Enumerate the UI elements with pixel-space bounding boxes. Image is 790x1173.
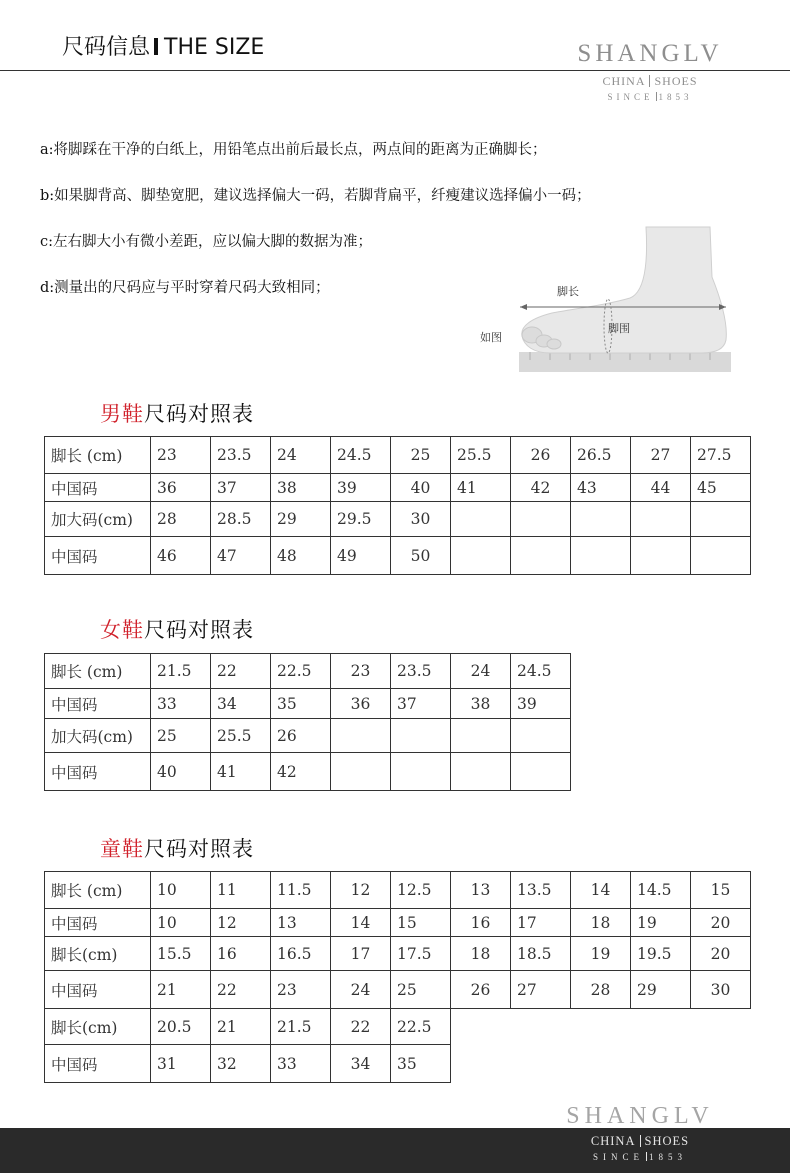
women-r0-c0: 脚长 (cm) [45, 654, 151, 689]
foot-measure-illustration [470, 222, 740, 374]
instruction-d: d:测量出的尺码应与平时穿着尺码大致相同； [40, 280, 330, 296]
kids-r2-c3: 16.5 [271, 937, 331, 971]
kids-size-table-continued [44, 1008, 451, 1083]
women-r1-c3: 35 [271, 689, 331, 719]
kids-r1-c0: 中国码 [45, 909, 151, 937]
kids-r4-c2: 21 [211, 1009, 271, 1045]
footer-brand-name: SHANGLV [566, 1103, 714, 1129]
women-r2-c5 [391, 719, 451, 753]
kids-r5-c1: 31 [151, 1045, 211, 1083]
women-r1-c1: 33 [151, 689, 211, 719]
men-r0-c3: 24 [271, 437, 331, 474]
kids-r5-c2: 32 [211, 1045, 271, 1083]
instruction-b: b:如果脚背高、脚垫宽肥，建议选择偏大一码，若脚背扁平，纤瘦建议选择偏小一码； [40, 188, 591, 204]
men-title [100, 398, 254, 428]
women-size-table [44, 653, 571, 791]
kids-r0-c9: 14.5 [631, 872, 691, 909]
men-r3-c6 [451, 537, 511, 575]
men-r1-c10: 45 [691, 474, 751, 502]
kids-r4-c4: 22 [331, 1009, 391, 1045]
women-r0-c1: 21.5 [151, 654, 211, 689]
kids-r2-c4: 17 [331, 937, 391, 971]
men-r3-c9 [631, 537, 691, 575]
kids-title [100, 833, 254, 863]
women-r0-c5: 23.5 [391, 654, 451, 689]
kids-r2-c0: 脚长(cm) [45, 937, 151, 971]
women-r3-c1: 40 [151, 753, 211, 791]
men-r0-c4: 24.5 [331, 437, 391, 474]
men-r3-c2: 47 [211, 537, 271, 575]
men-r1-c0: 中国码 [45, 474, 151, 502]
kids-r0-c3: 11.5 [271, 872, 331, 909]
table-row [45, 753, 571, 791]
kids-r3-c9: 29 [631, 971, 691, 1009]
table-row [45, 937, 751, 971]
table-row [45, 909, 751, 937]
instruction-c: c:左右脚大小有微小差距，应以偏大脚的数据为准； [40, 234, 373, 250]
table-row [45, 689, 571, 719]
men-r1-c1: 36 [151, 474, 211, 502]
men-r3-c10 [691, 537, 751, 575]
kids-r0-c0: 脚长 (cm) [45, 872, 151, 909]
brand-since [560, 92, 740, 102]
brand-logo-top [560, 40, 740, 102]
instruction-a: a:将脚踩在干净的白纸上，用铅笔点出前后最长点，两点间的距离为正确脚长； [40, 142, 547, 158]
kids-r4-c1: 20.5 [151, 1009, 211, 1045]
women-r0-c3: 22.5 [271, 654, 331, 689]
kids-r3-c6: 26 [451, 971, 511, 1009]
kids-r3-c0: 中国码 [45, 971, 151, 1009]
brand-since-label: SINCE [607, 92, 654, 102]
footer-brand-since [530, 1152, 750, 1162]
kids-r0-c2: 11 [211, 872, 271, 909]
kids-title-rest: 尺码对照表 [144, 837, 254, 861]
men-r2-c6 [451, 502, 511, 537]
kids-r0-c4: 12 [331, 872, 391, 909]
women-title-accent: 女鞋 [100, 618, 144, 642]
page-title-cn: 尺码信息 [62, 35, 151, 60]
kids-r3-c8: 28 [571, 971, 631, 1009]
kids-r3-c2: 22 [211, 971, 271, 1009]
kids-title-accent: 童鞋 [100, 837, 144, 861]
men-r0-c1: 23 [151, 437, 211, 474]
kids-r2-c5: 17.5 [391, 937, 451, 971]
men-r3-c0: 中国码 [45, 537, 151, 575]
women-title [100, 614, 254, 644]
women-r2-c7 [511, 719, 571, 753]
men-r2-c2: 28.5 [211, 502, 271, 537]
kids-r0-c10: 15 [691, 872, 751, 909]
footer-brand-year: 1853 [649, 1152, 687, 1162]
footer-brand-since-label: SINCE [592, 1152, 644, 1162]
men-r2-c7 [511, 502, 571, 537]
table-row [45, 502, 751, 537]
kids-r1-c9: 19 [631, 909, 691, 937]
kids-r2-c10: 20 [691, 937, 751, 971]
men-r2-c10 [691, 502, 751, 537]
kids-r3-c4: 24 [331, 971, 391, 1009]
women-r1-c7: 39 [511, 689, 571, 719]
brand-tagline [560, 74, 740, 89]
kids-r0-c5: 12.5 [391, 872, 451, 909]
table-row [45, 1045, 451, 1083]
brand-shoes: SHOES [654, 74, 698, 88]
footer-brand-china: CHINA [590, 1134, 636, 1148]
men-r0-c0: 脚长 (cm) [45, 437, 151, 474]
men-r3-c7 [511, 537, 571, 575]
brand-year: 1853 [658, 92, 693, 102]
women-r2-c2: 25.5 [211, 719, 271, 753]
men-r3-c3: 48 [271, 537, 331, 575]
men-r1-c2: 37 [211, 474, 271, 502]
men-r0-c7: 26 [511, 437, 571, 474]
kids-r1-c4: 14 [331, 909, 391, 937]
length-arrow-head-left [520, 304, 527, 310]
men-title-rest: 尺码对照表 [144, 402, 254, 426]
title-separator [154, 38, 158, 55]
men-r1-c8: 43 [571, 474, 631, 502]
kids-r2-c7: 18.5 [511, 937, 571, 971]
table-row [45, 872, 751, 909]
men-r2-c9 [631, 502, 691, 537]
kids-size-table [44, 871, 751, 1009]
women-r3-c4 [331, 753, 391, 791]
men-r0-c9: 27 [631, 437, 691, 474]
kids-r2-c8: 19 [571, 937, 631, 971]
kids-r4-c0: 脚长(cm) [45, 1009, 151, 1045]
kids-r3-c5: 25 [391, 971, 451, 1009]
kids-r2-c1: 15.5 [151, 937, 211, 971]
men-r2-c0: 加大码(cm) [45, 502, 151, 537]
men-r2-c4: 29.5 [331, 502, 391, 537]
kids-r0-c6: 13 [451, 872, 511, 909]
women-r1-c5: 37 [391, 689, 451, 719]
women-title-rest: 尺码对照表 [144, 618, 254, 642]
kids-r1-c2: 12 [211, 909, 271, 937]
men-r1-c3: 38 [271, 474, 331, 502]
men-r2-c5: 30 [391, 502, 451, 537]
men-r3-c5: 50 [391, 537, 451, 575]
men-r0-c10: 27.5 [691, 437, 751, 474]
kids-r1-c1: 10 [151, 909, 211, 937]
kids-r0-c8: 14 [571, 872, 631, 909]
kids-r1-c3: 13 [271, 909, 331, 937]
brand-china: CHINA [602, 74, 646, 88]
men-r0-c5: 25 [391, 437, 451, 474]
kids-r1-c6: 16 [451, 909, 511, 937]
kids-r0-c7: 13.5 [511, 872, 571, 909]
men-r1-c9: 44 [631, 474, 691, 502]
kids-r2-c6: 18 [451, 937, 511, 971]
page-title-en: THE SIZE [164, 35, 265, 60]
kids-r3-c10: 30 [691, 971, 751, 1009]
kids-r5-c3: 33 [271, 1045, 331, 1083]
kids-r2-c2: 16 [211, 937, 271, 971]
girth-label: 脚围 [608, 322, 630, 335]
table-row [45, 654, 571, 689]
men-title-accent: 男鞋 [100, 402, 144, 426]
footer-brand-tagline [530, 1134, 750, 1149]
kids-r1-c5: 15 [391, 909, 451, 937]
kids-r4-c5: 22.5 [391, 1009, 451, 1045]
kids-r5-c0: 中国码 [45, 1045, 151, 1083]
table-row [45, 971, 751, 1009]
women-r3-c7 [511, 753, 571, 791]
men-size-table [44, 436, 751, 575]
kids-r0-c1: 10 [151, 872, 211, 909]
women-r0-c6: 24 [451, 654, 511, 689]
women-r2-c4 [331, 719, 391, 753]
women-r3-c3: 42 [271, 753, 331, 791]
table-row [45, 537, 751, 575]
men-r2-c1: 28 [151, 502, 211, 537]
kids-r5-c5: 35 [391, 1045, 451, 1083]
women-r2-c3: 26 [271, 719, 331, 753]
women-r3-c0: 中国码 [45, 753, 151, 791]
men-r3-c1: 46 [151, 537, 211, 575]
kids-r4-c3: 21.5 [271, 1009, 331, 1045]
women-r1-c4: 36 [331, 689, 391, 719]
women-r0-c2: 22 [211, 654, 271, 689]
men-r3-c8 [571, 537, 631, 575]
women-r1-c0: 中国码 [45, 689, 151, 719]
brand-name: SHANGLV [577, 40, 723, 67]
women-r3-c6 [451, 753, 511, 791]
women-r0-c4: 23 [331, 654, 391, 689]
men-r1-c4: 39 [331, 474, 391, 502]
men-r3-c4: 49 [331, 537, 391, 575]
brand-logo-bottom [530, 1102, 750, 1162]
table-row [45, 474, 751, 502]
women-r3-c2: 41 [211, 753, 271, 791]
kids-r3-c3: 23 [271, 971, 331, 1009]
kids-r3-c7: 27 [511, 971, 571, 1009]
men-r0-c8: 26.5 [571, 437, 631, 474]
kids-r1-c7: 17 [511, 909, 571, 937]
women-r2-c0: 加大码(cm) [45, 719, 151, 753]
kids-r3-c1: 21 [151, 971, 211, 1009]
length-label: 脚长 [557, 285, 579, 298]
men-r1-c5: 40 [391, 474, 451, 502]
women-r2-c1: 25 [151, 719, 211, 753]
page-title [62, 30, 264, 61]
kids-r2-c9: 19.5 [631, 937, 691, 971]
figure-caption: 如图 [480, 331, 502, 344]
men-r0-c6: 25.5 [451, 437, 511, 474]
women-r1-c2: 34 [211, 689, 271, 719]
men-r0-c2: 23.5 [211, 437, 271, 474]
women-r3-c5 [391, 753, 451, 791]
table-row [45, 719, 571, 753]
kids-r1-c8: 18 [571, 909, 631, 937]
table-row [45, 437, 751, 474]
kids-r5-c4: 34 [331, 1045, 391, 1083]
women-r1-c6: 38 [451, 689, 511, 719]
footer-brand-shoes: SHOES [644, 1134, 690, 1148]
women-r0-c7: 24.5 [511, 654, 571, 689]
women-r2-c6 [451, 719, 511, 753]
men-r2-c3: 29 [271, 502, 331, 537]
kids-r1-c10: 20 [691, 909, 751, 937]
men-r1-c7: 42 [511, 474, 571, 502]
floor-ruler [519, 352, 731, 372]
table-row [45, 1009, 451, 1045]
men-r2-c8 [571, 502, 631, 537]
men-r1-c6: 41 [451, 474, 511, 502]
